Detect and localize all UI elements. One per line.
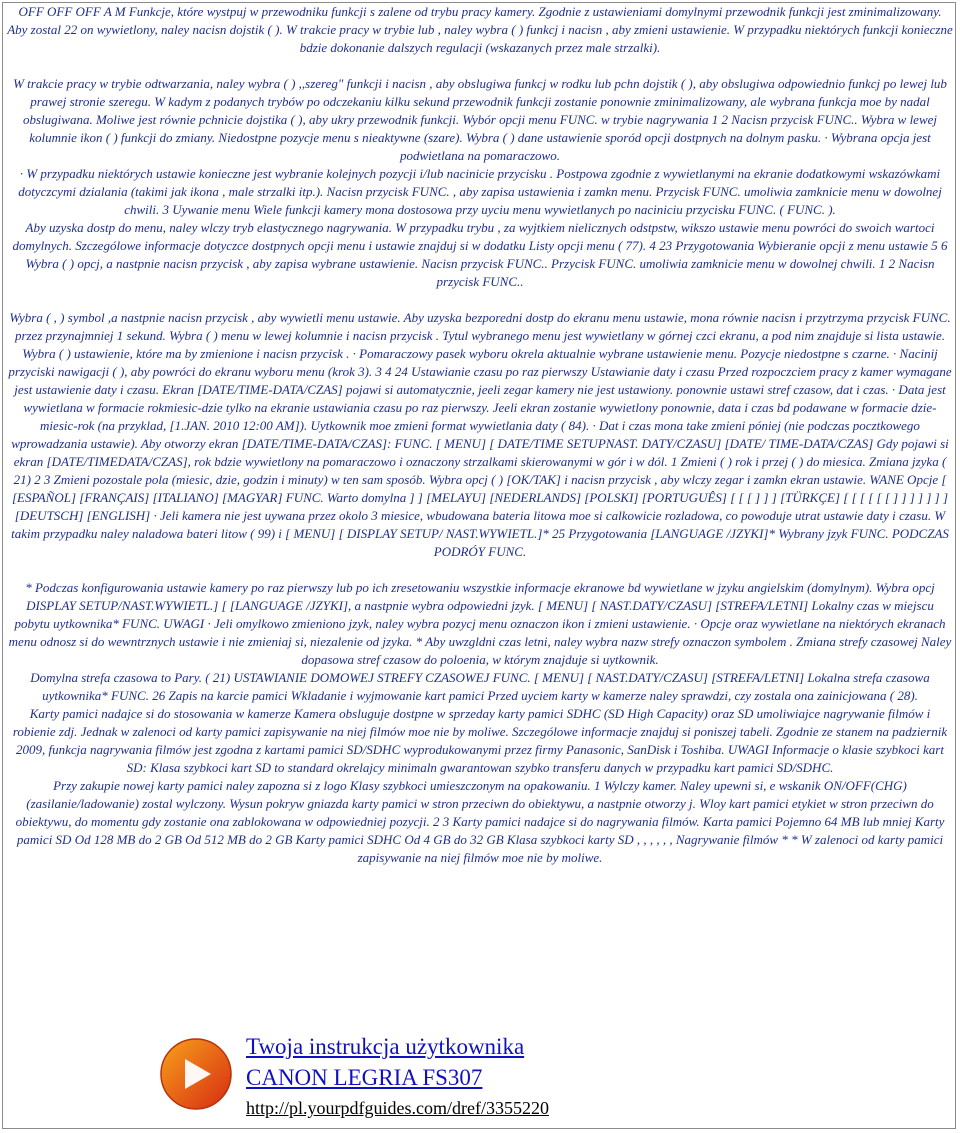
model-link[interactable]: CANON LEGRIA FS307 bbox=[246, 1065, 483, 1090]
document-body bbox=[7, 3, 953, 867]
footer-links bbox=[246, 1031, 549, 1121]
footer bbox=[159, 1031, 679, 1127]
manual-title-link[interactable]: Twoja instrukcja użytkownika bbox=[246, 1034, 525, 1059]
paragraph: Aby uzyska dostp do menu, naley wlczy tryb elastycznego nagrywania. W przypadku trybu , za wyjtkiem nielicznych odstpstw, wikszo ustawie menu powróci do swoich wartoci domylnych. Szczególowe informacje dotyczce dostpnych opcji menu i ustawie znajduj si w dodatku Listy opcji menu ( 77). 4 23 Przygotowania Wybieranie opcji z menu ustawie 5 6 Wybra ( ) opcj, a nastpnie nacisn przycisk , aby zapisa wybrane ustawienie. Nacisn przycisk FUNC.. Przycisk FUNC. umoliwia zamknicie menu w dowolnej chwili. 1 2 Nacisn przycisk FUNC.. bbox=[12, 220, 948, 289]
paragraph: Domylna strefa czasowa to Pary. ( 21) USTAWIANIE DOMOWEJ STREFY CZASOWEJ FUNC. [ MENU] [ NAST.DATY/CZASU] [STREFA/LETNI] Lokalna strefa czasowa uytkownika* FUNC. 26 Zapis na karcie pamici Wkladanie i wyjmowanie kart pamici Przed uyciem karty w kamerze naley sprawdzi, czy zostala ona zainicjowana ( 28). bbox=[30, 670, 930, 703]
paragraph: W trakcie pracy w trybie odtwarzania, naley wybra ( ) ,,szereg" funkcji i nacisn , aby obslugiwa funkcj w rodku lub pchn dojstik ( ), aby obslugiwa odpowiednio funkcj po lewej lub prawej stronie szeregu. W kadym z podanych trybów po odczekaniu kilku sekund przewodnik funkcji zostanie ponownie zminimalizowany, ale wybrana funkcja moe by nadal obslugiwana. Moliwe jest równie pchnicie dojstika ( ), aby ukry przewodnik funkcji. Wybór opcji menu FUNC. w trybie nagrywania 1 2 Nacisn przycisk FUNC.. Wybra w lewej kolumnie ikon ( ) funkcji do zmiany. Niedostpne pozycje menu s nieaktywne (szare). Wybra ( ) dane ustawienie sporód opcji dostpnych na dolnym pasku. · Wybrana opcja jest podwietlana na pomaraczowo. bbox=[13, 76, 947, 163]
url-link[interactable]: http://pl.yourpdfguides.com/dref/3355220 bbox=[246, 1098, 549, 1118]
paragraph: Przy zakupie nowej karty pamici naley zapozna si z logo Klasy szybkoci umieszczonym na opakowaniu. 1 Wylczy kamer. Naley upewni si, e wskanik ON/OFF(CHG) (zasilanie/ladowanie) zostal wylczony. Wysun pokryw gniazda karty pamici w stron przeciwn do obiektywu, a nastpnie otworzy j. Wloy kart pamici etykiet w stron przeciwn do obiektywu, do momentu gdy zostanie ona zablokowana w odpowiedniej pozycji. 2 3 Karty pamici nadajce si do nagrywania filmów. Karta pamici Pojemno 64 MB lub mniej Karty pamici SD Od 128 MB do 2 GB Od 512 MB do 2 GB Karty pamici SDHC Od 4 GB do 32 GB Klasa szybkoci karty SD , , , , , , Nagrywanie filmów * * W zalenoci od karty pamici zapisywanie na niej filmów moe nie by moliwe. bbox=[15, 778, 945, 865]
paragraph: OFF OFF OFF A M Funkcje, które wystpuj w przewodniku funkcji s zalene od trybu pracy kamery. Zgodnie z ustawieniami domylnymi przewodnik funkcji jest zminimalizowany. Aby zostal 22 on wywietlony, naley nacisn dojstik ( ). W trakcie pracy w trybie lub , naley wybra ( ) funkcj i nacisn , aby zmieni ustawienie. W przypadku niektórych funkcji konieczne bdzie dokonanie dalszych regulacji (wskazanych przez male strzalki). bbox=[7, 4, 953, 55]
paragraph: · W przypadku niektórych ustawie konieczne jest wybranie kolejnych pozycji i/lub nacinicie przycisku . Postpowa zgodnie z wywietlanymi na ekranie dodatkowymi wskazówkami dotyczcymi dzialania (takimi jak ikona , male strzalki itp.). Nacisn przycisk FUNC. , aby zapisa ustawienia i zamkn menu. Przycisk FUNC. umoliwia zamknicie menu w dowolnej chwili. 3 Uywanie menu Wiele funkcji kamery mona dostosowa przy uyciu menu wywietlanych po naciniciu przycisku FUNC. ( FUNC. ). bbox=[18, 166, 942, 217]
paragraph: Wybra ( , ) symbol ,a nastpnie nacisn przycisk , aby wywietli menu ustawie. Aby uzyska bezporedni dostp do ekranu menu ustawie, mona równie nacisn i przytrzyma przycisk FUNC. przez przynajmniej 1 sekund. Wybra ( ) menu w lewej kolumnie i nacisn przycisk . Tytul wybranego menu jest wywietlany w górnej czci ekranu, a pod nim znajduje si lista ustawie. Wybra ( ) ustawienie, które ma by zmienione i nacisn przycisk . · Pomaraczowy pasek wyboru okrela aktualnie wybrane ustawienie menu. Pozycje niedostpne s czarne. · Nacinij przyciski nawigacji ( ), aby powróci do ekranu wyboru menu (krok 3). 3 4 24 Ustawianie czasu po raz pierwszy Ustawianie daty i czasu Przed rozpoczciem pracy z kamer wymagane jest ustawienie daty i czasu. Ekran [DATE/TIME-DATA/CZAS] pojawi si automatycznie, jeeli zegar kamery nie jest ustawiony. ponownie ustawi stref czasow, dat i czas. · Data jest wywietlana w formacie rokmiesic-dzie tylko na ekranie ustawiania czasu po raz pierwszy. Jeeli ekran zostanie wywietlony ponownie, data i czas bd podawane w formacie dzie-miesic-rok (na przyklad, [1.JAN. 2010 12:00 AM]). Uytkownik moe zmieni format wywietlania daty ( 84). · Dat i czas mona take zmieni póniej (nie podczas pocztkowego wprowadzania ustawie). Aby otworzy ekran [DATE/TIME-DATA/CZAS]: FUNC. [ MENU] [ DATE/TIME SETUPNAST. DATY/CZASU] [DATE/ TIME-DATA/CZAS] Gdy pojawi si ekran [DATE/TIMEDATA/CZAS], rok bdzie wywietlony na pomaraczowo i oznaczony strzalkami skierowanymi w gór i w dól. 1 Zmieni ( ) rok i przej ( ) do miesica. Zmiana jzyka ( 21) 2 3 Zmieni pozostale pola (miesic, dzie, godzin i minuty) w ten sam sposób. Wybra opcj ( ) [OK/TAK] i nacisn przycisk , aby wlczy zegar i zamkn ekran ustawie. WANE Opcje [ [ESPAÑOL] [FRANÇAIS] [ITALIANO] [MAGYAR] FUNC. Warto domylna ] ] [MELAYU] [NEDERLANDS] [POLSKI] [PORTUGUÊS] [ [ [ ] ] ] [TÜRKÇE] [ [ [ [ [ [ ] ] ] ] ] ] ] [DEUTSCH] [ENGLISH] · Jeli kamera nie jest uywana przez okolo 3 miesice, wbudowana bateria litowa moe si calkowicie rozladowa, co powoduje utrat ustawie daty i czasu. W takim przypadku naley naladowa bateri litow ( 99) i [ MENU] [ DISPLAY SETUP/ NAST.WYWIETL.]* 25 Przygotowania [LANGUAGE /JZYKI]* Wybrany jzyk FUNC. PODCZAS PODRÓY FUNC. bbox=[8, 310, 952, 559]
logo-icon bbox=[159, 1037, 233, 1111]
paragraph: Karty pamici nadajce si do stosowania w kamerze Kamera obsluguje dostpne w sprzeday karty pamici SDHC (SD High Capacity) oraz SD umoliwiajce nagrywanie filmów i robienie zdj. Jednak w zalenoci od karty pamici zapisywanie na niej filmów moe nie by moliwe. Szczególowe informacje znajduj si poniszej tabeli. Zgodnie ze stanem na padziernik 2009, funkcja nagrywania filmów jest zgodna z kartami pamici SD/SDHC wyprodukowanymi przez firmy Panasonic, SanDisk i Toshiba. UWAGI Informacje o klasie szybkoci kart SD: Klasa szybkoci kart SD to standard okrelajcy minimaln gwarantowan szybko transferu danych w przypadku kart pamici SD/SDHC. bbox=[12, 706, 948, 775]
document-page bbox=[2, 2, 956, 1129]
paragraph: * Podczas konfigurowania ustawie kamery po raz pierwszy lub po ich zresetowaniu wszystkie informacje ekranowe bd wywietlane w jzyku angielskim (domylnym). Wybra opcj DISPLAY SETUP/NAST.WYWIETL.] [ [LANGUAGE /JZYKI], a nastpnie wybra odpowiedni jzyk. [ MENU] [ NAST.DATY/CZASU] [STREFA/LETNI] Lokalny czas w miejscu pobytu uytkownika* FUNC. UWAGI · Jeli omylkowo zmieniono jzyk, naley wybra pozycj menu oznaczon ikon i zmieni ustawienie. · Opcje oraz wywietlane na niektórych ekranach menu odnosz si do wewntrznych ustawie i nie zmieniaj si, niezalenie od jzyka. * Aby uwzgldni czas letni, naley wybra nazw strefy oznaczon symbolem . Zmiana strefy czasowej Naley dopasowa stref czasow do poloenia, w którym znajduje si uytkownik. bbox=[8, 580, 952, 667]
